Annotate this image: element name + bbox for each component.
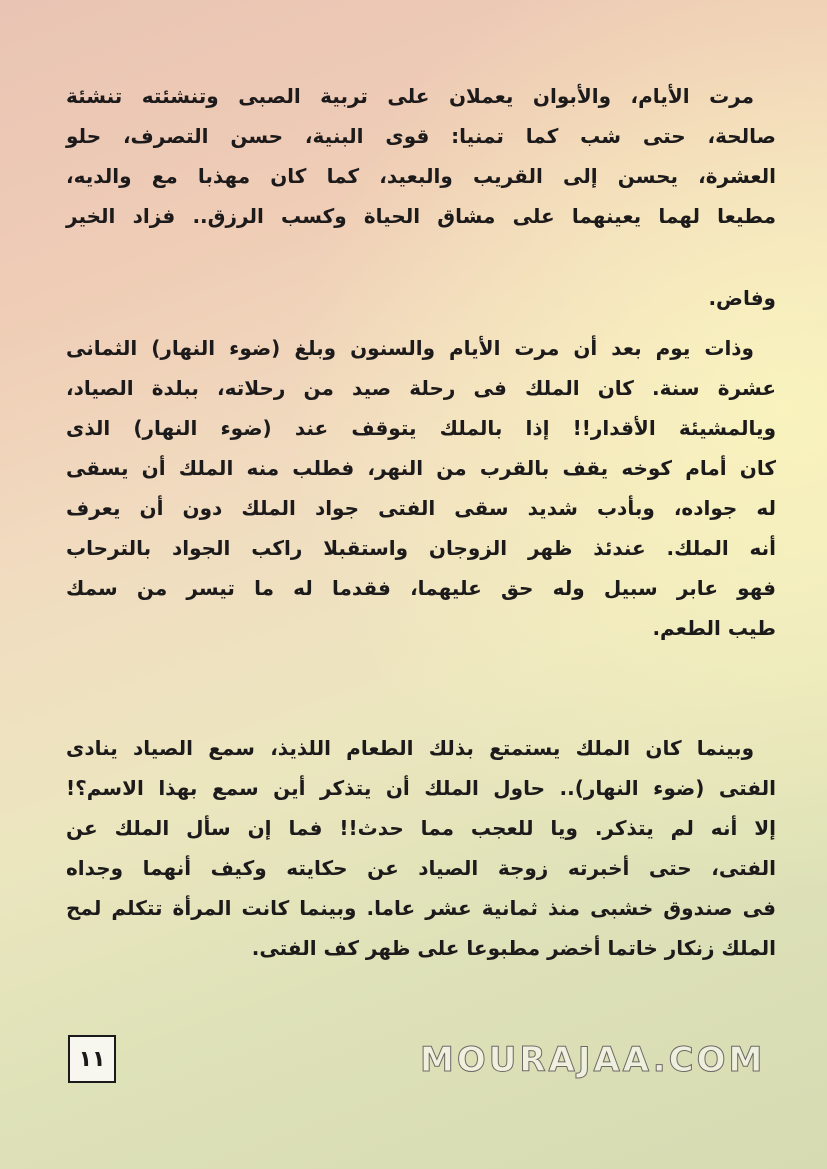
text-line: وبينما كان الملك يستمتع بذلك الطعام اللذيذ، سمع الصياد ينادى (66, 736, 754, 760)
text-line: أنه الملك. عندئذ ظهر الزوجان واستقبلا راكب الجواد بالترحاب (66, 536, 776, 560)
text-line: كان أمام كوخه يقف بالقرب من النهر، فطلب منه الملك أن يسقى (66, 456, 776, 480)
text-line: له جواده، وبأدب شديد سقى الفتى جواد الملك دون أن يعرف (66, 496, 776, 520)
text-line: ويالمشيئة الأقدار!! إذا بالملك يتوقف عند (ضوء النهار) الذى (66, 416, 776, 440)
text-line: وفاض. (708, 286, 776, 310)
text-line: الفتى، حتى أخبرته زوجة الصياد عن حكايته وكيف أنهما وجداه (66, 856, 776, 880)
text-line: إلا أنه لم يتذكر. ويا للعجب مما حدث!! فما إن سأل الملك عن (66, 816, 776, 840)
text-line: عشرة سنة. كان الملك فى رحلة صيد من رحلاته، ببلدة الصياد، (66, 376, 776, 400)
text-line: الملك زنكار خاتما أخضر مطبوعا على ظهر كف الفتى. (251, 936, 776, 960)
text-line: العشرة، يحسن إلى القريب والبعيد، كما كان مهذبا مع والديه، (66, 164, 776, 188)
text-line: صالحة، حتى شب كما تمنيا: قوى البنية، حسن التصرف، حلو (66, 124, 776, 148)
text-line: طيب الطعم. (652, 616, 776, 640)
text-line: الفتى (ضوء النهار).. حاول الملك أن يتذكر أين سمع بهذا الاسم؟! (66, 776, 776, 800)
text-line: مطيعا لهما يعينهما على مشاق الحياة وكسب الرزق.. فزاد الخير (66, 204, 776, 228)
page-number: ١١ (68, 1035, 116, 1083)
text-line: فى صندوق خشبى منذ ثمانية عشر عاما. وبينما كانت المرأة تتكلم لمح (66, 896, 776, 920)
watermark: MOURAJAA.COM (420, 1040, 766, 1080)
text-line: فهو عابر سبيل وله حق عليهما، فقدما له ما تيسر من سمك (66, 576, 776, 600)
text-line: مرت الأيام، والأبوان يعملان على تربية الصبى وتنشئته تنشئة (66, 84, 754, 108)
text-line: وذات يوم بعد أن مرت الأيام والسنون وبلغ (ضوء النهار) الثمانى (66, 336, 754, 360)
